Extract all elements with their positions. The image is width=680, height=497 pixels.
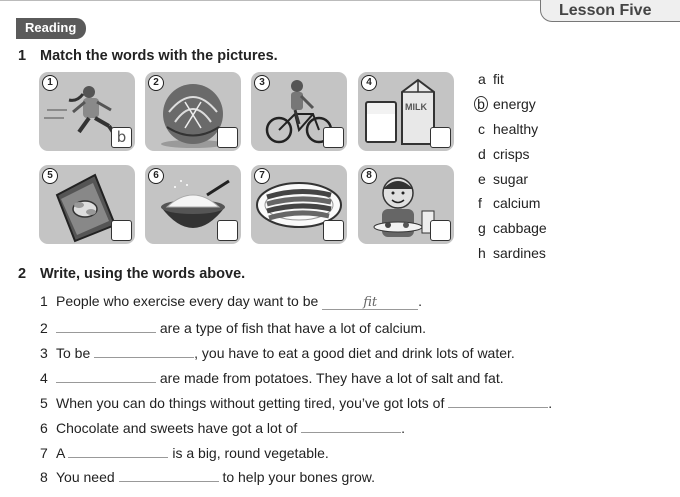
picture-1-answer-box[interactable]: b xyxy=(111,127,132,148)
sentence-number: 5 xyxy=(40,395,48,411)
picture-1-number: 1 xyxy=(42,75,58,91)
picture-7-sardines xyxy=(251,165,347,244)
word-letter: f xyxy=(478,195,482,211)
answer-blank-7[interactable] xyxy=(68,443,168,458)
lesson-title: Lesson Five xyxy=(540,0,680,22)
picture-5-answer-box[interactable] xyxy=(111,220,132,241)
picture-1-running-girl xyxy=(39,72,135,151)
sentence-number: 8 xyxy=(40,469,48,485)
sentence-text-before: To be xyxy=(56,345,91,361)
word-h xyxy=(478,245,546,261)
word-g xyxy=(478,220,547,236)
sentence-5 xyxy=(40,393,552,411)
word-letter: h xyxy=(478,245,486,261)
exercise-2-title: Write, using the words above. xyxy=(40,266,246,282)
sentence-text-after: to help your bones grow. xyxy=(222,469,375,485)
word-text: sardines xyxy=(493,245,546,261)
exercise-2-number: 2 xyxy=(18,266,27,282)
picture-8-number: 8 xyxy=(361,168,377,184)
word-letter: e xyxy=(478,171,486,187)
word-d xyxy=(478,146,530,162)
exercise-2-heading xyxy=(18,266,245,282)
section-tag: Reading xyxy=(16,18,86,39)
sentence-8 xyxy=(40,467,375,485)
word-f xyxy=(478,195,540,211)
sentence-6 xyxy=(40,418,405,436)
sentence-text-after: are made from potatoes. They have a lot of salt and fat. xyxy=(159,370,504,386)
sentence-number: 2 xyxy=(40,320,48,336)
picture-3-answer-box[interactable] xyxy=(323,127,344,148)
answer-blank-2[interactable] xyxy=(56,318,156,333)
word-text: calcium xyxy=(493,195,541,211)
word-text: crisps xyxy=(493,146,530,162)
picture-3-number: 3 xyxy=(254,75,270,91)
exercise-1-title: Match the words with the pictures. xyxy=(40,48,278,64)
sentence-text-before: People who exercise every day want to be xyxy=(56,293,319,309)
sentence-text-after: is a big, round vegetable. xyxy=(172,445,329,461)
sentence-2 xyxy=(40,318,426,336)
sentence-1 xyxy=(40,293,422,310)
answer-blank-6[interactable] xyxy=(301,418,401,433)
sentence-number: 1 xyxy=(40,293,48,309)
sentence-3 xyxy=(40,343,515,361)
picture-6-answer-box[interactable] xyxy=(217,220,238,241)
answer-blank-8[interactable] xyxy=(119,467,219,482)
sentence-7 xyxy=(40,443,329,461)
word-letter: c xyxy=(478,121,485,137)
word-c xyxy=(478,121,538,137)
word-a xyxy=(478,71,504,87)
picture-2-number: 2 xyxy=(148,75,164,91)
answer-blank-3[interactable] xyxy=(94,343,194,358)
word-e xyxy=(478,171,528,187)
picture-4-answer-box[interactable] xyxy=(430,127,451,148)
word-letter: g xyxy=(478,220,486,236)
picture-3-cyclist xyxy=(251,72,347,151)
sentence-text-before: When you can do things without getting tired, you’ve got lots of xyxy=(56,395,445,411)
picture-4-number: 4 xyxy=(361,75,377,91)
sentence-text-before: You need xyxy=(56,469,115,485)
picture-5-number: 5 xyxy=(42,168,58,184)
milk-label: MILK xyxy=(405,102,427,112)
word-letter: a xyxy=(478,71,486,87)
sentence-text-after: , you have to eat a good diet and drink lots of water. xyxy=(194,345,515,361)
picture-2-answer-box[interactable] xyxy=(217,127,238,148)
answer-blank-1[interactable]: fit xyxy=(322,295,418,310)
sentence-text-before: Chocolate and sweets have got a lot of xyxy=(56,420,298,436)
picture-6-sugar xyxy=(145,165,241,244)
answer-blank-5[interactable] xyxy=(448,393,548,408)
exercise-1-heading xyxy=(18,48,278,64)
top-rule xyxy=(0,0,540,1)
circled-letter: b xyxy=(474,96,488,112)
word-text: sugar xyxy=(493,171,529,187)
sentence-text-after: are a type of fish that have a lot of calcium. xyxy=(159,320,427,336)
word-letter: d xyxy=(478,146,486,162)
word-text: energy xyxy=(493,96,536,112)
picture-6-number: 6 xyxy=(148,168,164,184)
word-text: healthy xyxy=(493,121,539,137)
picture-8-healthy-boy xyxy=(358,165,454,244)
picture-8-answer-box[interactable] xyxy=(430,220,451,241)
sentence-text-before: A xyxy=(56,445,65,461)
sentence-number: 3 xyxy=(40,345,48,361)
picture-5-crisps xyxy=(39,165,135,244)
sentence-number: 6 xyxy=(40,420,48,436)
sentence-text-after: . xyxy=(548,395,553,411)
sentence-text-after: . xyxy=(418,293,423,309)
picture-7-answer-box[interactable] xyxy=(323,220,344,241)
word-text: fit xyxy=(493,71,504,87)
picture-4-milk xyxy=(358,72,454,151)
sentence-4 xyxy=(40,368,504,386)
picture-2-cabbage xyxy=(145,72,241,151)
answer-blank-4[interactable] xyxy=(56,368,156,383)
exercise-1-number: 1 xyxy=(18,48,27,64)
sentence-number: 7 xyxy=(40,445,48,461)
word-text: cabbage xyxy=(493,220,547,236)
picture-7-number: 7 xyxy=(254,168,270,184)
word-b xyxy=(478,96,536,112)
sentence-number: 4 xyxy=(40,370,48,386)
sentence-text-after: . xyxy=(401,420,406,436)
